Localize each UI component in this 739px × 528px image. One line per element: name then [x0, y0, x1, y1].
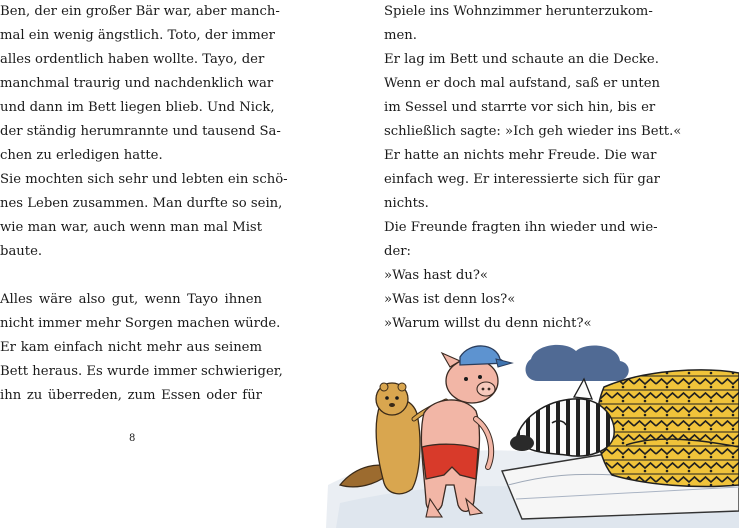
text-line: chen zu erledigen hatte.: [0, 148, 163, 163]
text-line: wie man war, auch wenn man mal Mist: [0, 220, 262, 235]
text-line: ihn zu überreden, zum Essen oder für: [0, 388, 262, 403]
text-line: alles ordentlich haben wollte. Tayo, der: [0, 52, 265, 67]
cloud: [526, 345, 629, 381]
text-line: nichts.: [384, 196, 429, 211]
text-line: Er hatte an nichts mehr Freude. Die war: [384, 148, 657, 163]
text-line: »Warum willst du denn nicht?«: [384, 316, 592, 331]
text-line: manchmal traurig und nachdenklich war: [0, 76, 274, 91]
text-line: mal ein wenig ängstlich. Toto, der immer: [0, 28, 275, 43]
text-line: Er kam einfach nicht mehr aus seinem: [0, 340, 262, 355]
text-line: Wenn er doch mal aufstand, saß er unten: [384, 76, 660, 91]
paragraph-gap: [0, 264, 262, 288]
zebra-character: [510, 379, 614, 456]
right-page: [384, 0, 682, 336]
text-line: »Was ist denn los?«: [384, 292, 516, 307]
text-line: Sie mochten sich sehr und lebten ein schö-: [0, 172, 288, 187]
text-line: Spiele ins Wohnzimmer herunterzukom-: [384, 4, 653, 19]
text-line: nes Leben zusammen. Man durfte so sein,: [0, 196, 283, 211]
text-line: einfach weg. Er interessierte sich für gar: [384, 172, 660, 187]
text-line: Er lag im Bett und schaute an die Decke.: [384, 52, 659, 67]
text-line: baute.: [0, 244, 43, 259]
text-line: schließlich sagte: »Ich geh wieder ins Bett.«: [384, 124, 682, 139]
text-line: der ständig herumrannte und tausend Sa-: [0, 124, 281, 139]
text-line: der:: [384, 244, 411, 259]
text-line: Ben, der ein großer Bär war, aber manch-: [0, 4, 280, 19]
text-line: und dann im Bett liegen blieb. Und Nick,: [0, 100, 275, 115]
left-page: [0, 0, 288, 408]
page-number: 8: [129, 433, 136, 444]
blanket: [597, 370, 739, 487]
illustration: [326, 335, 739, 528]
text-line: »Was hast du?«: [384, 268, 488, 283]
text-line: im Sessel und starrte vor sich hin, bis er: [384, 100, 656, 115]
text-line: Die Freunde fragten ihn wieder und wie-: [384, 220, 658, 235]
text-line: Alles wäre also gut, wenn Tayo ihnen: [0, 292, 262, 307]
text-line: Bett heraus. Es wurde immer schwieriger,: [0, 364, 283, 379]
text-line: men.: [384, 28, 417, 43]
text-line: nicht immer mehr Sorgen machen würde.: [0, 316, 281, 331]
